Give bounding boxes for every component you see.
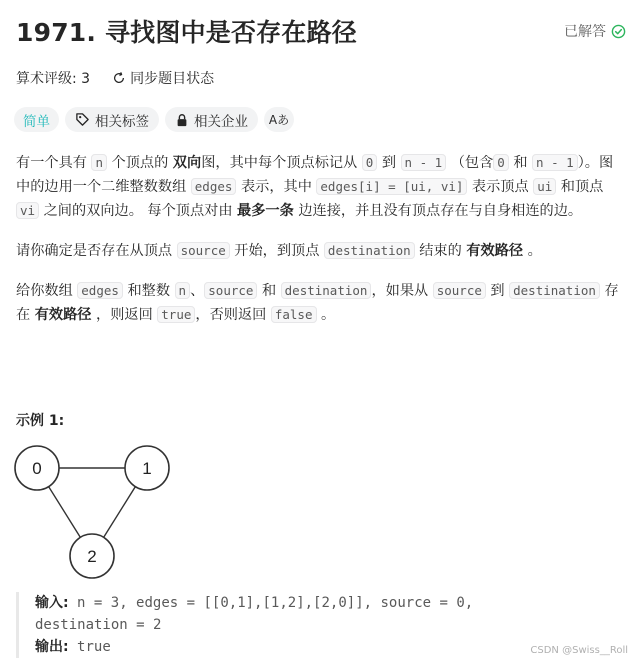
problem-title: 1971. 寻找图中是否存在路径 <box>16 18 357 47</box>
solved-status <box>564 21 626 41</box>
watermark: CSDN @Swiss__Roll <box>530 645 628 656</box>
output-value: true <box>77 639 111 655</box>
node-2-label: 2 <box>87 547 97 566</box>
related-tags-button[interactable] <box>65 107 159 132</box>
refresh-icon <box>112 71 126 85</box>
meta-row <box>16 68 214 88</box>
example-input <box>35 592 638 614</box>
related-tags-label: 相关标签 <box>95 113 149 130</box>
related-companies-button[interactable] <box>165 107 258 132</box>
description-paragraph-2: 请你确定是否存在从顶点 source 开始，到顶点 destination 结束的 有效路径 。 <box>16 243 542 259</box>
check-circle-icon <box>611 24 626 39</box>
font-icon[interactable]: Aあ <box>264 107 294 132</box>
example-input-cont: destination = 2 <box>35 617 162 633</box>
problem-description <box>16 151 626 343</box>
node-0-label: 0 <box>32 459 42 478</box>
node-1-label: 1 <box>142 459 152 478</box>
lock-icon <box>175 113 189 127</box>
solved-label: 已解答 <box>564 24 606 40</box>
sync-label: 同步题目状态 <box>130 71 215 87</box>
input-label: 输入: <box>35 595 69 611</box>
related-companies-label: 相关企业 <box>194 113 248 130</box>
tag-row <box>14 107 294 132</box>
input-value: n = 3, edges = [[0,1],[1,2],[2,0]], source = 0, <box>77 595 474 611</box>
sync-status-button[interactable] <box>112 68 214 88</box>
description-paragraph-3: 给你数组 edges 和整数 n 、 source 和 destination ，如果从 source 到 destination 存在 有效路径 ，则返回 true ，否则返回 false 。 <box>16 283 619 323</box>
description-paragraph-1: 有一个具有 n 个顶点的 双向图，其中每个顶点标记从 0 到 n - 1 （包含 0 和 n - 1 ）。图中的边用一个二维整数数组 edges 表示，其中 edges[i] = [ui, vi] 表示顶点 ui 和顶点 vi 之间的双向边。 每个顶点对由 最多一条 边连接，并且没有顶点存在与自身相连的边。 <box>16 155 614 219</box>
output-label: 输出: <box>35 639 69 655</box>
rating-label: 算术评级: 3 <box>16 71 91 87</box>
example-graph <box>0 430 200 590</box>
tag-icon <box>75 112 90 127</box>
difficulty-badge[interactable]: 简单 <box>14 107 59 132</box>
example-title: 示例 1: <box>16 413 65 429</box>
